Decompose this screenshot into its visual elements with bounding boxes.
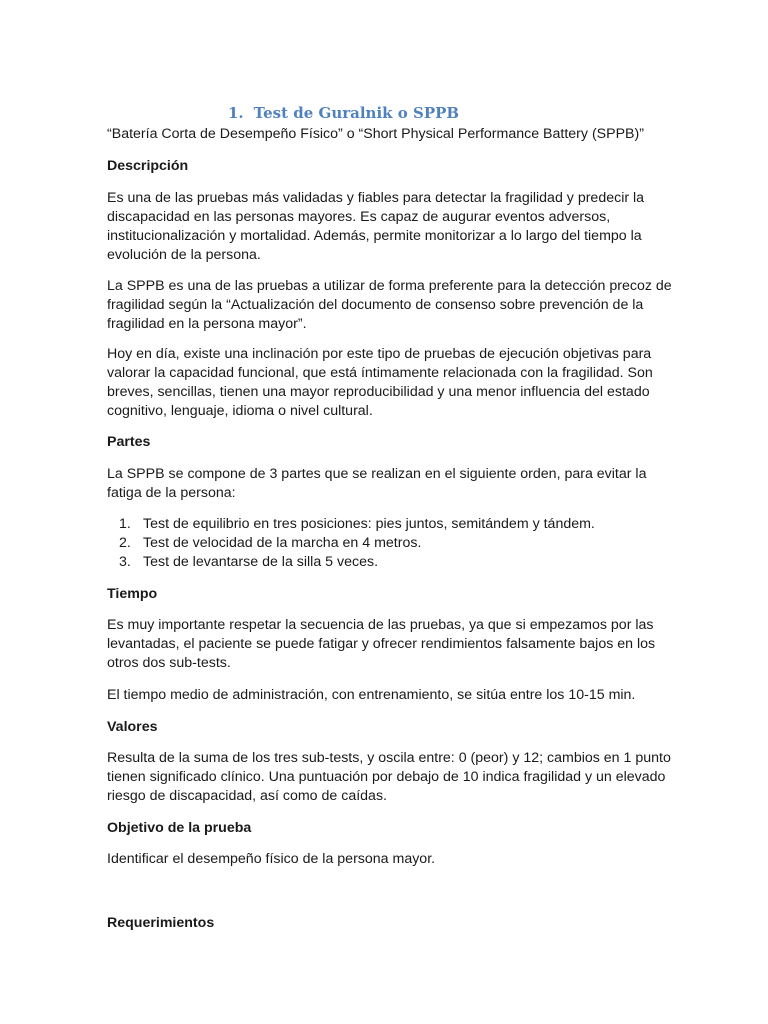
section-heading-valores: Valores [107, 719, 158, 735]
heading-number: 1. [228, 104, 244, 122]
text-line: La SPPB es una de las pruebas a utilizar de forma preferente para la detección precoz de [107, 278, 672, 294]
text-line: discapacidad en las personas mayores. Es capaz de augurar eventos adversos, [107, 209, 611, 225]
paragraph-tiempo-2: El tiempo medio de administración, con entrenamiento, se sitúa entre los 10-15 min. [107, 687, 636, 703]
list-item-text: Test de equilibrio en tres posiciones: pies juntos, semitándem y tándem. [143, 516, 595, 532]
document-subtitle: “Batería Corta de Desempeño Físico” o “Short Physical Performance Battery (SPPB)” [107, 126, 644, 142]
text-line: riesgo de discapacidad, así como de caídas. [107, 788, 387, 804]
section-heading-descripcion: Descripción [107, 158, 189, 174]
text-line: fragilidad según la “Actualización del documento de consenso sobre prevención de la [107, 297, 644, 313]
list-item-text: Test de levantarse de la silla 5 veces. [143, 554, 379, 570]
section-heading-requerimientos: Requerimientos [107, 915, 215, 931]
section-heading-objetivo: Objetivo de la prueba [107, 820, 252, 836]
paragraph-tiempo-1 [107, 616, 667, 673]
text-line: fatiga de la persona: [107, 485, 236, 501]
list-item-number: 2. [119, 535, 131, 551]
text-line: Es muy importante respetar la secuencia de las pruebas, ya que si empezamos por las [107, 617, 654, 633]
text-line: otros dos sub-tests. [107, 655, 231, 671]
section-heading-tiempo: Tiempo [107, 586, 158, 602]
text-line: levantadas, el paciente se puede fatigar y ofrecer rendimientos falsamente bajos en los [107, 636, 656, 652]
paragraph-objetivo-1: Identificar el desempeño físico de la persona mayor. [107, 851, 436, 867]
document-heading [228, 104, 459, 122]
text-line: Resulta de la suma de los tres sub-tests, y oscila entre: 0 (peor) y 12; cambios en 1 punto [107, 750, 671, 766]
partes-list [107, 515, 595, 572]
paragraph-descripcion-3 [107, 345, 667, 421]
text-line: Es una de las pruebas más validadas y fiables para detectar la fragilidad y predecir la [107, 190, 645, 206]
text-line: evolución de la persona. [107, 247, 261, 263]
heading-title-text: Test de Guralnik o SPPB [253, 104, 460, 122]
text-line: La SPPB se compone de 3 partes que se realizan en el siguiente orden, para evitar la [107, 466, 647, 482]
text-line: Hoy en día, existe una inclinación por este tipo de pruebas de ejecución objetivas para [107, 346, 652, 362]
paragraph-descripcion-2 [107, 277, 672, 334]
paragraph-descripcion-1 [107, 189, 667, 265]
list-item [107, 553, 595, 572]
text-line: institucionalización y mortalidad. Además, permite monitorizar a lo largo del tiempo la [107, 228, 642, 244]
list-item [107, 515, 595, 534]
paragraph-partes-intro [107, 465, 667, 503]
text-line: valorar la capacidad funcional, que está íntimamente relacionada con la fragilidad. Son [107, 365, 653, 381]
list-item-text: Test de velocidad de la marcha en 4 metros. [143, 535, 422, 551]
text-line: cognitivo, lenguaje, idioma o nivel cultural. [107, 403, 373, 419]
section-heading-partes: Partes [107, 434, 151, 450]
list-item [107, 534, 595, 553]
list-item-number: 3. [119, 554, 131, 570]
list-item-number: 1. [119, 516, 131, 532]
text-line: tienen significado clínico. Una puntuación por debajo de 10 indica fragilidad y un elevado [107, 769, 666, 785]
paragraph-valores-1 [107, 749, 671, 806]
text-line: fragilidad en la persona mayor”. [107, 316, 307, 332]
text-line: breves, sencillas, tienen una mayor reproducibilidad y una menor influencia del estado [107, 384, 650, 400]
